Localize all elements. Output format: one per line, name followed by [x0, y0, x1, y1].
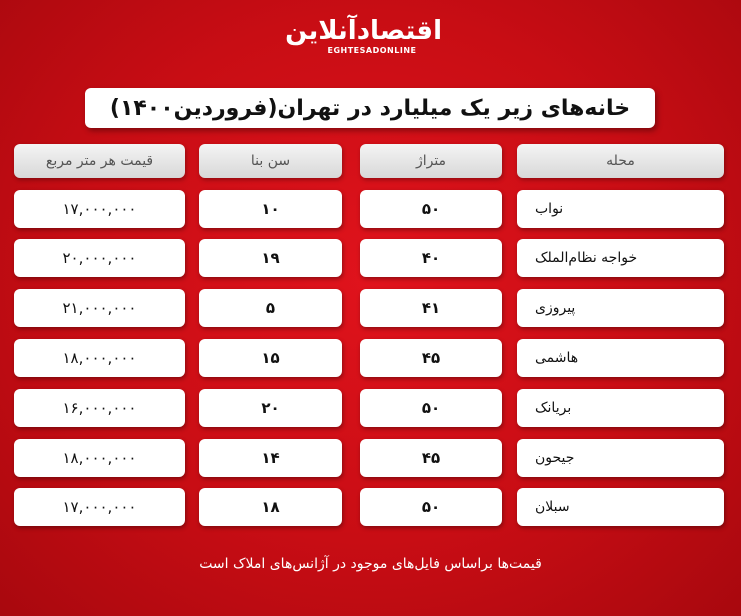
logo-persian: اقتصادآنلاین: [285, 16, 442, 46]
page-title: خانه‌های زیر یک میلیارد در تهران(فروردین۱۴۰۰): [109, 95, 631, 121]
table-cell-age: ۱۴: [199, 439, 342, 477]
logo: [285, 14, 442, 64]
table-cell-name: سبلان: [517, 488, 724, 526]
table-cell-name: بریانک: [517, 389, 724, 427]
table-cell-name: هاشمی: [517, 339, 724, 377]
table-cell-area: ۴۵: [360, 339, 502, 377]
table-cell-area: ۴۱: [360, 289, 502, 327]
table-cell-area: ۴۰: [360, 239, 502, 277]
table-cell-name: نواب: [517, 190, 724, 228]
header-area: متراژ: [360, 144, 502, 178]
table-cell-price: ۱۷,۰۰۰,۰۰۰: [14, 488, 185, 526]
table-cell-name: پیروزی: [517, 289, 724, 327]
table-cell-price: ۱۶,۰۰۰,۰۰۰: [14, 389, 185, 427]
table-cell-area: ۵۰: [360, 190, 502, 228]
header-name: محله: [517, 144, 724, 178]
table-cell-age: ۲۰: [199, 389, 342, 427]
table-cell-area: ۵۰: [360, 389, 502, 427]
table-cell-age: ۱۹: [199, 239, 342, 277]
table-cell-price: ۱۸,۰۰۰,۰۰۰: [14, 339, 185, 377]
table-cell-price: ۱۷,۰۰۰,۰۰۰: [14, 190, 185, 228]
table-cell-price: ۲۱,۰۰۰,۰۰۰: [14, 289, 185, 327]
footer-note: قیمت‌ها براساس فایل‌های موجود در آژانس‌های املاک است: [199, 556, 542, 572]
header-price: قیمت هر متر مربع: [14, 144, 185, 178]
logo-latin: EGHTESADONLINE: [327, 46, 417, 55]
table-cell-age: ۱۸: [199, 488, 342, 526]
table-cell-name: خواجه نظام‌الملک: [517, 239, 724, 277]
table-cell-price: ۲۰,۰۰۰,۰۰۰: [14, 239, 185, 277]
table-cell-price: ۱۸,۰۰۰,۰۰۰: [14, 439, 185, 477]
header-age: سن بنا: [199, 144, 342, 178]
table-cell-age: ۱۵: [199, 339, 342, 377]
table-cell-area: ۵۰: [360, 488, 502, 526]
table-cell-age: ۱۰: [199, 190, 342, 228]
table-cell-name: جیحون: [517, 439, 724, 477]
title-bar: [85, 88, 655, 128]
table-cell-area: ۴۵: [360, 439, 502, 477]
table-cell-age: ۵: [199, 289, 342, 327]
